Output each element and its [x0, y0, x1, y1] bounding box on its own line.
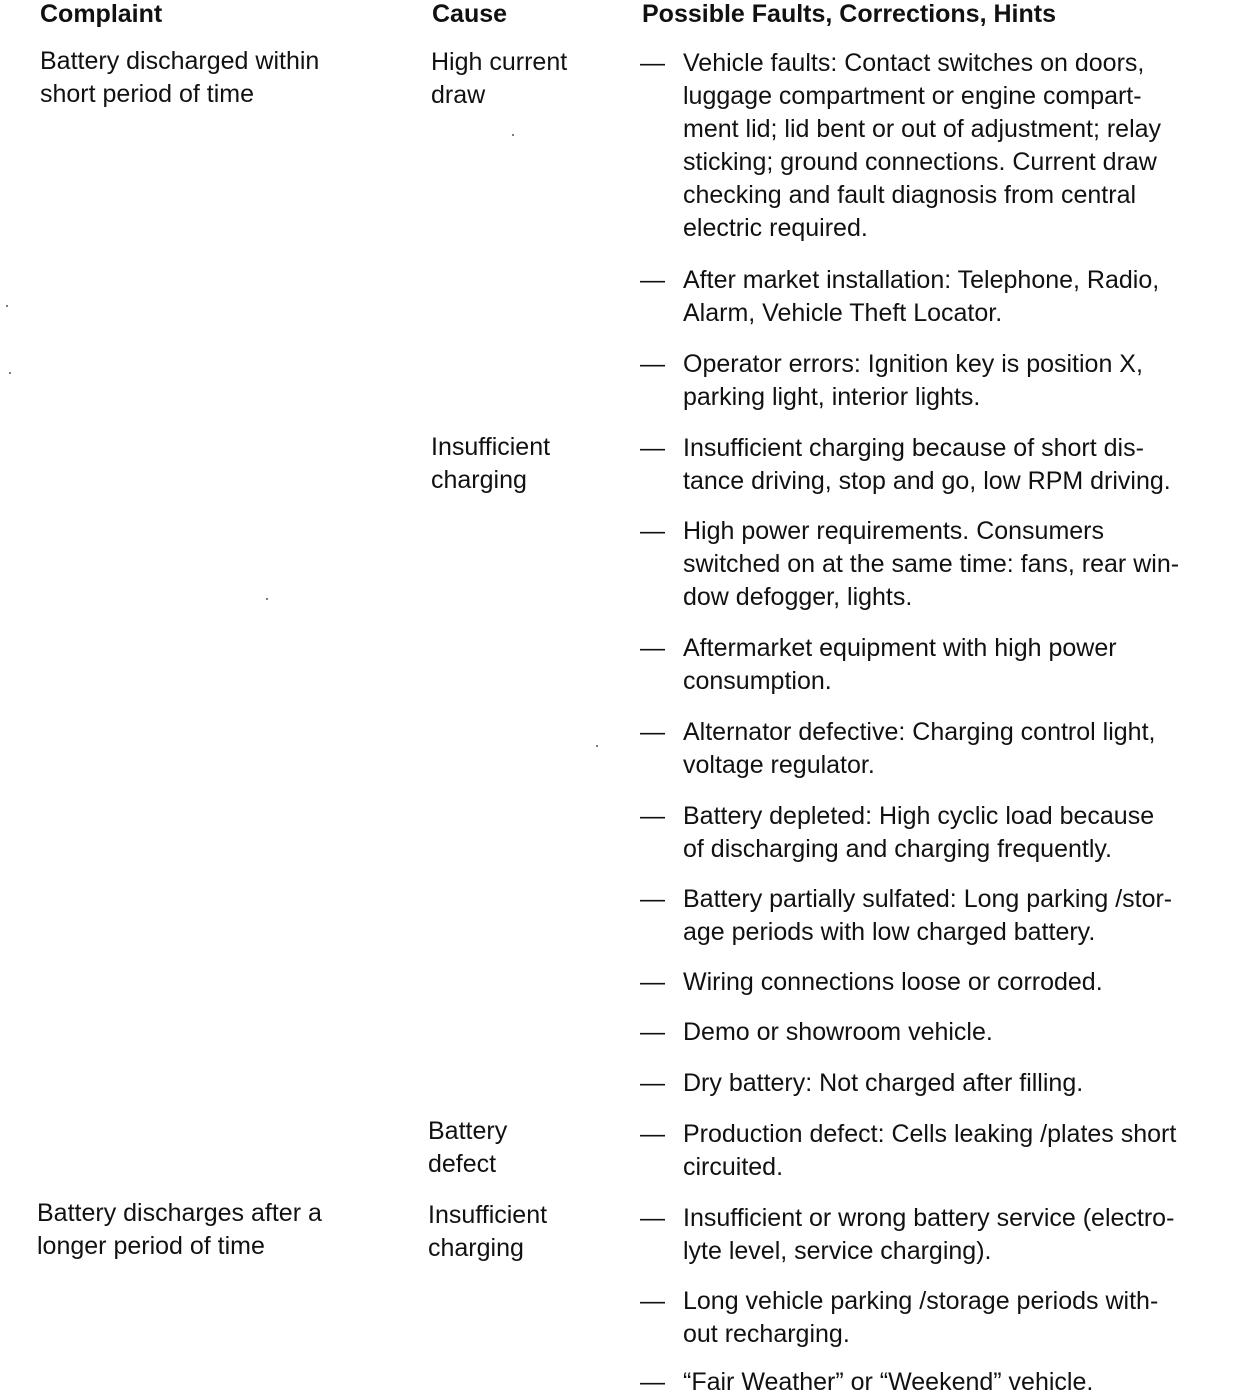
dash-bullet: —	[640, 634, 665, 662]
cause-battery-defect: Battery defect	[428, 1117, 508, 1178]
fault-text: Long vehicle parking /storage periods with- out recharging.	[683, 1287, 1159, 1348]
fault-text: Wiring connections loose or corroded.	[683, 968, 1103, 996]
fault-text: “Fair Weather” or “Weekend” vehicle.	[683, 1368, 1094, 1396]
dash-bullet: —	[640, 885, 665, 913]
fault-text: Production defect: Cells leaking /plates short circuited.	[683, 1120, 1177, 1181]
scan-speck	[9, 372, 11, 374]
scan-speck	[596, 745, 598, 747]
dash-bullet: —	[640, 1287, 665, 1315]
fault-item	[640, 716, 1240, 782]
fault-text: High power requirements. Consumers switched on at the same time: fans, rear win- dow defogger, lights.	[683, 517, 1180, 611]
dash-bullet: —	[640, 434, 665, 462]
fault-text: Operator errors: Ignition key is position X, parking light, interior lights.	[683, 350, 1143, 411]
dash-bullet: —	[640, 350, 665, 378]
fault-item	[640, 264, 1240, 330]
scan-speck	[512, 134, 514, 136]
complaint-1: Battery discharged within short period of time	[40, 47, 320, 108]
dash-bullet: —	[640, 1018, 665, 1046]
dash-bullet: —	[640, 1368, 665, 1396]
fault-item	[640, 1118, 1240, 1184]
fault-item	[640, 432, 1240, 498]
fault-item	[640, 966, 1240, 999]
cause-insufficient-charging-1: Insufficient charging	[431, 433, 551, 494]
dash-bullet: —	[640, 1204, 665, 1232]
scan-speck	[6, 305, 8, 307]
fault-item	[640, 1202, 1240, 1268]
fault-text: Insufficient or wrong battery service (electro- lyte level, service charging).	[683, 1204, 1175, 1265]
fault-text: Insufficient charging because of short dis- tance driving, stop and go, low RPM driving.	[683, 434, 1171, 495]
fault-item	[640, 47, 1240, 245]
dash-bullet: —	[640, 517, 665, 545]
header-faults: Possible Faults, Corrections, Hints	[642, 0, 1056, 28]
cause-high-current-draw: High current draw	[431, 48, 568, 109]
fault-item	[640, 1016, 1240, 1049]
dash-bullet: —	[640, 1069, 665, 1097]
dash-bullet: —	[640, 49, 665, 77]
fault-text: Aftermarket equipment with high power consumption.	[683, 634, 1117, 695]
fault-item	[640, 515, 1240, 614]
fault-text: Dry battery: Not charged after filling.	[683, 1069, 1084, 1097]
fault-item	[640, 632, 1240, 698]
fault-item	[640, 883, 1240, 949]
dash-bullet: —	[640, 968, 665, 996]
complaint-2: Battery discharges after a longer period of time	[37, 1199, 322, 1260]
dash-bullet: —	[640, 718, 665, 746]
fault-text: Battery partially sulfated: Long parking /stor- age periods with low charged battery.	[683, 885, 1173, 946]
dash-bullet: —	[640, 802, 665, 830]
fault-item	[640, 1067, 1240, 1100]
fault-item	[640, 800, 1240, 866]
fault-item	[640, 348, 1240, 414]
fault-text: Demo or showroom vehicle.	[683, 1018, 993, 1046]
fault-text: Battery depleted: High cyclic load because of discharging and charging frequently.	[683, 802, 1155, 863]
fault-text: After market installation: Telephone, Radio, Alarm, Vehicle Theft Locator.	[683, 266, 1160, 327]
fault-text: Alternator defective: Charging control light, voltage regulator.	[683, 718, 1156, 779]
fault-item	[640, 1285, 1240, 1351]
fault-text: Vehicle faults: Contact switches on doors, luggage compartment or engine compart- ment lid; lid bent or out of adjustment; relay sticking; ground connections. Current draw checking and fault diagnosis from central electric required.	[683, 49, 1162, 242]
fault-item	[640, 1366, 1240, 1399]
scan-speck	[266, 598, 268, 600]
header-complaint: Complaint	[40, 0, 163, 28]
dash-bullet: —	[640, 1120, 665, 1148]
cause-insufficient-charging-2: Insufficient charging	[428, 1201, 548, 1262]
header-cause: Cause	[432, 0, 508, 28]
dash-bullet: —	[640, 266, 665, 294]
